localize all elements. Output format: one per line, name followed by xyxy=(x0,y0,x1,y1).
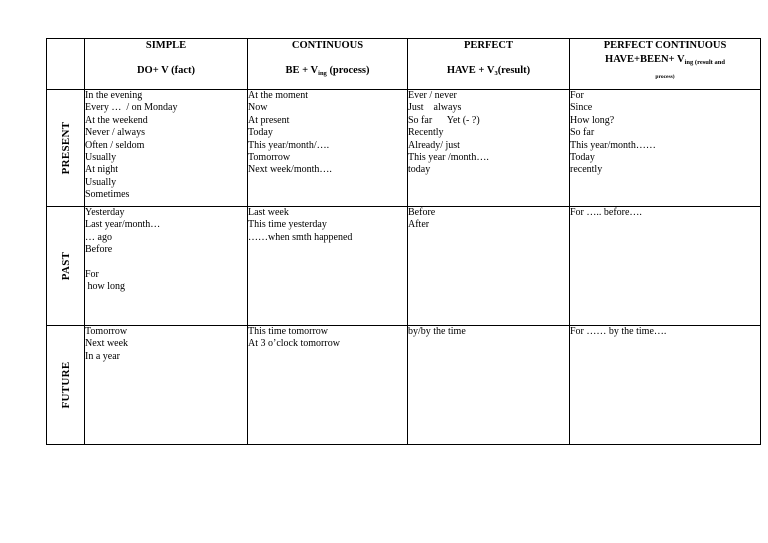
row-label-future: FUTURE xyxy=(59,361,72,409)
row-future xyxy=(47,326,761,445)
past-simple-cell xyxy=(85,207,248,326)
cell-line: At 3 o’clock tomorrow xyxy=(248,338,340,350)
perfcont-formula-sub2: process) xyxy=(655,74,675,80)
perfect-formula-post: (result) xyxy=(497,65,531,76)
cell-line: For xyxy=(85,269,99,281)
header-simple-title: SIMPLE xyxy=(145,40,187,51)
header-continuous-formula xyxy=(248,65,407,80)
present-continuous-cell xyxy=(248,90,408,207)
cell-line: Never / always xyxy=(85,127,145,139)
cell-line: For ….. before…. xyxy=(570,207,642,218)
future-perfect-continuous-list xyxy=(570,326,760,338)
cell-line: At present xyxy=(248,114,290,126)
present-perfect-continuous-list xyxy=(570,90,760,177)
cell-line: Next week/month…. xyxy=(248,164,332,176)
past-perfect-cell xyxy=(408,207,570,326)
cell-line: Now xyxy=(248,102,268,114)
cell-line: This time tomorrow xyxy=(248,326,328,337)
cell-line: … ago xyxy=(85,231,112,243)
cell-line: Before xyxy=(408,207,436,218)
future-simple-list xyxy=(85,326,247,363)
row-present xyxy=(47,90,761,207)
perfcont-formula-sub: ing (result and xyxy=(684,59,725,66)
cell-line: Already/ just xyxy=(408,139,460,151)
header-simple-formula: DO+ V (fact) xyxy=(136,65,196,76)
cell-line: So far Yet (- ?) xyxy=(408,114,480,126)
cell-line: In a year xyxy=(85,350,120,362)
past-perfect-continuous-cell xyxy=(570,207,761,326)
row-past xyxy=(47,207,761,326)
cell-line: This year/month…… xyxy=(570,139,656,151)
header-continuous-title: CONTINUOUS xyxy=(291,40,364,51)
continuous-formula-pre: BE + V xyxy=(285,65,319,76)
future-perfect-continuous-cell xyxy=(570,326,761,445)
header-perfect-title: PERFECT xyxy=(463,40,513,51)
cell-line: recently xyxy=(570,164,603,176)
cell-line: Today xyxy=(570,152,595,164)
cell-line: For …… by the time…. xyxy=(570,326,667,337)
cell-line: At the moment xyxy=(248,90,308,101)
cell-line: Today xyxy=(248,127,273,139)
row-label-past: PAST xyxy=(59,251,72,281)
present-simple-cell xyxy=(85,90,248,207)
row-label-cell xyxy=(47,90,85,207)
present-perfect-continuous-cell xyxy=(570,90,761,207)
cell-line: Just always xyxy=(408,102,462,114)
past-perfect-list xyxy=(408,207,569,232)
cell-line: Last year/month… xyxy=(85,219,161,231)
cell-line: Since xyxy=(570,102,593,114)
perfect-formula-sub: 3 xyxy=(494,70,498,77)
past-simple-list xyxy=(85,207,247,294)
corner-cell xyxy=(47,39,85,90)
future-perfect-cell xyxy=(408,326,570,445)
continuous-formula-sub: ing xyxy=(318,70,327,77)
cell-line: Recently xyxy=(408,127,444,139)
cell-line: Usually xyxy=(85,152,117,164)
future-continuous-cell xyxy=(248,326,408,445)
cell-line: today xyxy=(408,164,431,176)
past-continuous-cell xyxy=(248,207,408,326)
row-label-present: PRESENT xyxy=(59,121,72,175)
present-perfect-list xyxy=(408,90,569,177)
row-label-cell xyxy=(47,326,85,445)
header-perfect-continuous-title: PERFECT CONTINUOUS xyxy=(603,40,727,51)
cell-line: In the evening xyxy=(85,90,143,101)
cell-line: by/by the time xyxy=(408,326,466,337)
header-row xyxy=(47,39,761,90)
cell-line: After xyxy=(408,219,430,231)
cell-line: ……when smth happened xyxy=(248,231,353,243)
cell-line: So far xyxy=(570,127,595,139)
future-perfect-list xyxy=(408,326,569,338)
perfect-formula-pre: HAVE + V xyxy=(446,65,495,76)
cell-line: At the weekend xyxy=(85,114,148,126)
cell-line: Before xyxy=(85,244,113,256)
cell-line: Usually xyxy=(85,176,117,188)
header-perfect xyxy=(408,39,570,90)
present-simple-list xyxy=(85,90,247,202)
cell-line: Often / seldom xyxy=(85,139,145,151)
header-simple xyxy=(85,39,248,90)
cell-line: Ever / never xyxy=(408,90,457,101)
header-perfect-formula xyxy=(408,65,569,80)
perfcont-formula-pre: HAVE+BEEN+ V xyxy=(605,54,685,65)
cell-line: Sometimes xyxy=(85,189,130,201)
cell-line: This year /month…. xyxy=(408,152,489,164)
present-continuous-list xyxy=(248,90,407,177)
cell-line: Every … / on Monday xyxy=(85,102,178,114)
cell-line: Tomorrow xyxy=(85,326,128,337)
past-continuous-list xyxy=(248,207,407,244)
row-label-cell xyxy=(47,207,85,326)
future-simple-cell xyxy=(85,326,248,445)
present-perfect-cell xyxy=(408,90,570,207)
header-continuous xyxy=(248,39,408,90)
future-continuous-list xyxy=(248,326,407,351)
cell-line: Last week xyxy=(248,207,289,218)
cell-line: Next week xyxy=(85,338,129,350)
continuous-formula-post: (process) xyxy=(326,65,370,76)
cell-line: This year/month/…. xyxy=(248,139,330,151)
header-perfect-continuous-formula xyxy=(570,53,760,84)
cell-line: Yesterday xyxy=(85,207,125,218)
cell-line: Tomorrow xyxy=(248,152,291,164)
cell-line: At night xyxy=(85,164,119,176)
tenses-table xyxy=(46,38,761,445)
cell-line: how long xyxy=(85,281,125,293)
past-perfect-continuous-list xyxy=(570,207,760,219)
cell-line xyxy=(85,257,247,269)
header-perfect-continuous xyxy=(570,39,761,90)
cell-line: How long? xyxy=(570,114,615,126)
cell-line: This time yesterday xyxy=(248,219,327,231)
cell-line: For xyxy=(570,90,584,101)
